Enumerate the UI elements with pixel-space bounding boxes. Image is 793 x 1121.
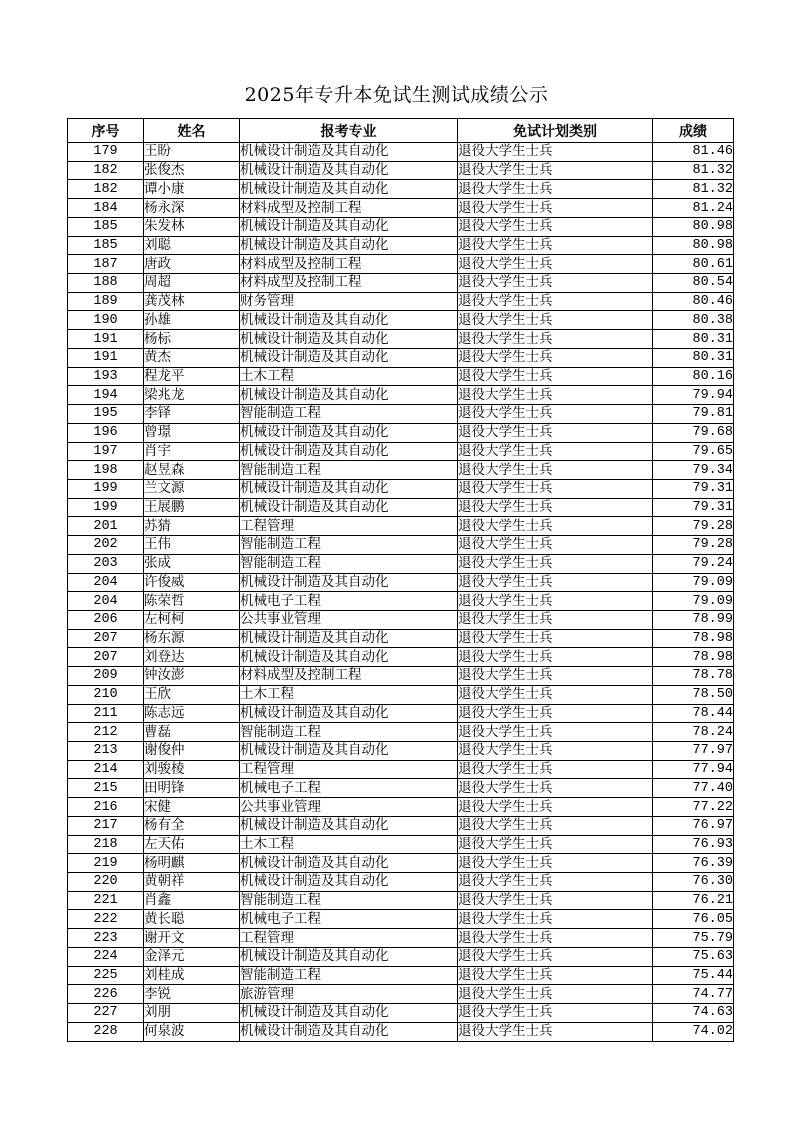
cell-rank: 219 <box>68 854 144 873</box>
table-row <box>68 685 734 704</box>
table-row <box>68 985 734 1004</box>
cell-category: 退役大学生士兵 <box>458 667 653 686</box>
table-row <box>68 479 734 498</box>
cell-score: 79.31 <box>653 498 734 517</box>
cell-rank: 209 <box>68 667 144 686</box>
cell-major: 机械电子工程 <box>240 592 458 611</box>
cell-category: 退役大学生士兵 <box>458 966 653 985</box>
cell-rank: 184 <box>68 199 144 218</box>
cell-name: 杨永深 <box>144 199 240 218</box>
cell-score: 76.97 <box>653 816 734 835</box>
cell-rank: 215 <box>68 779 144 798</box>
cell-category: 退役大学生士兵 <box>458 929 653 948</box>
cell-category: 退役大学生士兵 <box>458 236 653 255</box>
table-row <box>68 573 734 592</box>
cell-name: 龚茂林 <box>144 292 240 311</box>
cell-category: 退役大学生士兵 <box>458 610 653 629</box>
page-title: 2025年专升本免试生测试成绩公示 <box>244 84 549 106</box>
cell-category: 退役大学生士兵 <box>458 217 653 236</box>
cell-category: 退役大学生士兵 <box>458 648 653 667</box>
column-header-name: 姓名 <box>144 119 240 143</box>
cell-name: 左天佑 <box>144 835 240 854</box>
cell-major: 材料成型及控制工程 <box>240 199 458 218</box>
table-row <box>68 873 734 892</box>
cell-rank: 185 <box>68 236 144 255</box>
table-row <box>68 610 734 629</box>
cell-rank: 182 <box>68 161 144 180</box>
cell-major: 机械设计制造及其自动化 <box>240 311 458 330</box>
cell-rank: 214 <box>68 760 144 779</box>
cell-category: 退役大学生士兵 <box>458 311 653 330</box>
column-header-category: 免试计划类别 <box>458 119 653 143</box>
cell-category: 退役大学生士兵 <box>458 461 653 480</box>
results-table <box>67 118 734 1042</box>
cell-category: 退役大学生士兵 <box>458 479 653 498</box>
cell-name: 陈荣哲 <box>144 592 240 611</box>
cell-category: 退役大学生士兵 <box>458 161 653 180</box>
cell-category: 退役大学生士兵 <box>458 330 653 349</box>
cell-score: 78.50 <box>653 685 734 704</box>
cell-score: 79.81 <box>653 405 734 424</box>
cell-category: 退役大学生士兵 <box>458 442 653 461</box>
cell-category: 退役大学生士兵 <box>458 629 653 648</box>
table-row <box>68 704 734 723</box>
cell-rank: 196 <box>68 423 144 442</box>
cell-score: 80.16 <box>653 367 734 386</box>
cell-name: 赵昱森 <box>144 461 240 480</box>
table-header-row <box>68 119 734 143</box>
column-header-rank: 序号 <box>68 119 144 143</box>
cell-name: 许俊威 <box>144 573 240 592</box>
table-row <box>68 367 734 386</box>
cell-category: 退役大学生士兵 <box>458 873 653 892</box>
cell-major: 机械设计制造及其自动化 <box>240 742 458 761</box>
cell-score: 76.39 <box>653 854 734 873</box>
table-row <box>68 236 734 255</box>
cell-category: 退役大学生士兵 <box>458 274 653 293</box>
cell-score: 76.30 <box>653 873 734 892</box>
cell-rank: 202 <box>68 536 144 555</box>
cell-score: 79.31 <box>653 479 734 498</box>
cell-rank: 189 <box>68 292 144 311</box>
cell-score: 81.46 <box>653 143 734 162</box>
cell-score: 79.94 <box>653 386 734 405</box>
cell-category: 退役大学生士兵 <box>458 498 653 517</box>
cell-name: 王盼 <box>144 143 240 162</box>
cell-rank: 225 <box>68 966 144 985</box>
cell-major: 机械设计制造及其自动化 <box>240 236 458 255</box>
table-row <box>68 816 734 835</box>
cell-name: 钟汝澎 <box>144 667 240 686</box>
cell-score: 77.97 <box>653 742 734 761</box>
cell-rank: 213 <box>68 742 144 761</box>
cell-rank: 223 <box>68 929 144 948</box>
cell-score: 79.65 <box>653 442 734 461</box>
cell-category: 退役大学生士兵 <box>458 386 653 405</box>
cell-name: 王欣 <box>144 685 240 704</box>
cell-category: 退役大学生士兵 <box>458 723 653 742</box>
cell-rank: 191 <box>68 348 144 367</box>
cell-rank: 199 <box>68 498 144 517</box>
cell-name: 周超 <box>144 274 240 293</box>
cell-name: 黄朝祥 <box>144 873 240 892</box>
cell-major: 智能制造工程 <box>240 966 458 985</box>
cell-category: 退役大学生士兵 <box>458 985 653 1004</box>
cell-rank: 199 <box>68 479 144 498</box>
cell-score: 79.09 <box>653 592 734 611</box>
cell-major: 智能制造工程 <box>240 891 458 910</box>
cell-major: 机械设计制造及其自动化 <box>240 704 458 723</box>
table-row <box>68 835 734 854</box>
cell-category: 退役大学生士兵 <box>458 891 653 910</box>
cell-rank: 206 <box>68 610 144 629</box>
cell-name: 黄杰 <box>144 348 240 367</box>
cell-rank: 221 <box>68 891 144 910</box>
cell-major: 机械设计制造及其自动化 <box>240 1004 458 1023</box>
cell-category: 退役大学生士兵 <box>458 367 653 386</box>
cell-name: 曹磊 <box>144 723 240 742</box>
cell-rank: 218 <box>68 835 144 854</box>
cell-rank: 228 <box>68 1022 144 1041</box>
cell-major: 智能制造工程 <box>240 536 458 555</box>
table-row <box>68 742 734 761</box>
cell-category: 退役大学生士兵 <box>458 348 653 367</box>
cell-category: 退役大学生士兵 <box>458 779 653 798</box>
cell-category: 退役大学生士兵 <box>458 742 653 761</box>
cell-name: 王展鹏 <box>144 498 240 517</box>
table-row <box>68 274 734 293</box>
cell-score: 79.68 <box>653 423 734 442</box>
cell-score: 79.34 <box>653 461 734 480</box>
cell-major: 土木工程 <box>240 835 458 854</box>
table-row <box>68 629 734 648</box>
cell-name: 兰文源 <box>144 479 240 498</box>
cell-name: 刘桂成 <box>144 966 240 985</box>
cell-major: 智能制造工程 <box>240 554 458 573</box>
cell-major: 土木工程 <box>240 367 458 386</box>
cell-category: 退役大学生士兵 <box>458 910 653 929</box>
table-row <box>68 461 734 480</box>
cell-name: 李锐 <box>144 985 240 1004</box>
table-row <box>68 798 734 817</box>
cell-name: 谢俊仲 <box>144 742 240 761</box>
cell-category: 退役大学生士兵 <box>458 592 653 611</box>
cell-score: 80.31 <box>653 330 734 349</box>
table-row <box>68 517 734 536</box>
table-row <box>68 199 734 218</box>
table-row <box>68 217 734 236</box>
cell-major: 材料成型及控制工程 <box>240 255 458 274</box>
cell-score: 79.09 <box>653 573 734 592</box>
cell-category: 退役大学生士兵 <box>458 947 653 966</box>
cell-score: 78.98 <box>653 648 734 667</box>
cell-rank: 179 <box>68 143 144 162</box>
cell-name: 肖宇 <box>144 442 240 461</box>
cell-category: 退役大学生士兵 <box>458 405 653 424</box>
cell-score: 78.78 <box>653 667 734 686</box>
cell-major: 机械设计制造及其自动化 <box>240 648 458 667</box>
table-row <box>68 1004 734 1023</box>
cell-category: 退役大学生士兵 <box>458 554 653 573</box>
table-row <box>68 536 734 555</box>
cell-major: 机械设计制造及其自动化 <box>240 348 458 367</box>
cell-name: 刘朋 <box>144 1004 240 1023</box>
cell-major: 机械电子工程 <box>240 910 458 929</box>
cell-name: 杨有全 <box>144 816 240 835</box>
table-row <box>68 348 734 367</box>
cell-rank: 195 <box>68 405 144 424</box>
cell-major: 机械设计制造及其自动化 <box>240 498 458 517</box>
table-row <box>68 966 734 985</box>
cell-name: 张成 <box>144 554 240 573</box>
cell-name: 梁兆龙 <box>144 386 240 405</box>
cell-major: 机械电子工程 <box>240 779 458 798</box>
cell-name: 肖鑫 <box>144 891 240 910</box>
cell-name: 杨标 <box>144 330 240 349</box>
cell-rank: 191 <box>68 330 144 349</box>
cell-category: 退役大学生士兵 <box>458 423 653 442</box>
cell-name: 左柯柯 <box>144 610 240 629</box>
table-row <box>68 405 734 424</box>
cell-category: 退役大学生士兵 <box>458 573 653 592</box>
cell-category: 退役大学生士兵 <box>458 536 653 555</box>
cell-name: 张俊杰 <box>144 161 240 180</box>
cell-name: 苏猜 <box>144 517 240 536</box>
cell-major: 公共事业管理 <box>240 798 458 817</box>
table-row <box>68 143 734 162</box>
cell-name: 程龙平 <box>144 367 240 386</box>
cell-score: 80.38 <box>653 311 734 330</box>
cell-major: 土木工程 <box>240 685 458 704</box>
cell-major: 材料成型及控制工程 <box>240 274 458 293</box>
cell-major: 智能制造工程 <box>240 461 458 480</box>
cell-major: 财务管理 <box>240 292 458 311</box>
cell-rank: 222 <box>68 910 144 929</box>
table-body <box>68 143 734 1042</box>
cell-name: 黄长聪 <box>144 910 240 929</box>
cell-category: 退役大学生士兵 <box>458 1022 653 1041</box>
cell-score: 78.44 <box>653 704 734 723</box>
cell-rank: 193 <box>68 367 144 386</box>
cell-major: 机械设计制造及其自动化 <box>240 854 458 873</box>
table-row <box>68 255 734 274</box>
cell-score: 78.99 <box>653 610 734 629</box>
cell-rank: 224 <box>68 947 144 966</box>
cell-rank: 216 <box>68 798 144 817</box>
table-row <box>68 779 734 798</box>
cell-score: 74.02 <box>653 1022 734 1041</box>
cell-score: 79.24 <box>653 554 734 573</box>
table-row <box>68 161 734 180</box>
column-header-score: 成绩 <box>653 119 734 143</box>
cell-rank: 194 <box>68 386 144 405</box>
cell-score: 79.28 <box>653 536 734 555</box>
cell-name: 宋健 <box>144 798 240 817</box>
cell-rank: 212 <box>68 723 144 742</box>
table-row <box>68 292 734 311</box>
cell-category: 退役大学生士兵 <box>458 180 653 199</box>
cell-name: 谭小康 <box>144 180 240 199</box>
cell-rank: 226 <box>68 985 144 1004</box>
cell-category: 退役大学生士兵 <box>458 798 653 817</box>
table-row <box>68 442 734 461</box>
cell-score: 80.54 <box>653 274 734 293</box>
cell-score: 74.77 <box>653 985 734 1004</box>
cell-name: 杨东源 <box>144 629 240 648</box>
cell-major: 机械设计制造及其自动化 <box>240 1022 458 1041</box>
cell-category: 退役大学生士兵 <box>458 760 653 779</box>
table-row <box>68 386 734 405</box>
cell-rank: 210 <box>68 685 144 704</box>
cell-score: 75.79 <box>653 929 734 948</box>
table-row <box>68 891 734 910</box>
cell-name: 田明锋 <box>144 779 240 798</box>
table-row <box>68 1022 734 1041</box>
cell-major: 工程管理 <box>240 760 458 779</box>
cell-major: 公共事业管理 <box>240 610 458 629</box>
cell-major: 机械设计制造及其自动化 <box>240 423 458 442</box>
cell-major: 机械设计制造及其自动化 <box>240 629 458 648</box>
cell-score: 80.61 <box>653 255 734 274</box>
cell-name: 孙雄 <box>144 311 240 330</box>
cell-rank: 182 <box>68 180 144 199</box>
cell-name: 刘登达 <box>144 648 240 667</box>
cell-score: 75.63 <box>653 947 734 966</box>
cell-score: 75.44 <box>653 966 734 985</box>
table-row <box>68 330 734 349</box>
table-row <box>68 648 734 667</box>
cell-rank: 207 <box>68 629 144 648</box>
cell-rank: 203 <box>68 554 144 573</box>
cell-rank: 198 <box>68 461 144 480</box>
cell-major: 机械设计制造及其自动化 <box>240 442 458 461</box>
cell-major: 机械设计制造及其自动化 <box>240 816 458 835</box>
cell-major: 机械设计制造及其自动化 <box>240 573 458 592</box>
cell-name: 李铎 <box>144 405 240 424</box>
cell-category: 退役大学生士兵 <box>458 835 653 854</box>
cell-score: 76.21 <box>653 891 734 910</box>
cell-category: 退役大学生士兵 <box>458 1004 653 1023</box>
cell-rank: 227 <box>68 1004 144 1023</box>
cell-category: 退役大学生士兵 <box>458 854 653 873</box>
cell-rank: 201 <box>68 517 144 536</box>
cell-major: 旅游管理 <box>240 985 458 1004</box>
cell-rank: 204 <box>68 573 144 592</box>
cell-major: 工程管理 <box>240 517 458 536</box>
cell-major: 材料成型及控制工程 <box>240 667 458 686</box>
table-row <box>68 723 734 742</box>
cell-name: 曾璟 <box>144 423 240 442</box>
table-row <box>68 910 734 929</box>
cell-score: 80.46 <box>653 292 734 311</box>
cell-category: 退役大学生士兵 <box>458 517 653 536</box>
cell-score: 77.22 <box>653 798 734 817</box>
cell-rank: 185 <box>68 217 144 236</box>
cell-rank: 207 <box>68 648 144 667</box>
table-row <box>68 947 734 966</box>
cell-major: 机械设计制造及其自动化 <box>240 180 458 199</box>
cell-major: 机械设计制造及其自动化 <box>240 479 458 498</box>
cell-name: 王伟 <box>144 536 240 555</box>
table-row <box>68 554 734 573</box>
table-row <box>68 929 734 948</box>
cell-category: 退役大学生士兵 <box>458 292 653 311</box>
cell-name: 何泉波 <box>144 1022 240 1041</box>
cell-rank: 211 <box>68 704 144 723</box>
cell-score: 78.98 <box>653 629 734 648</box>
cell-name: 金泽元 <box>144 947 240 966</box>
cell-rank: 220 <box>68 873 144 892</box>
cell-major: 机械设计制造及其自动化 <box>240 330 458 349</box>
cell-score: 81.32 <box>653 180 734 199</box>
cell-score: 78.24 <box>653 723 734 742</box>
cell-rank: 188 <box>68 274 144 293</box>
cell-category: 退役大学生士兵 <box>458 143 653 162</box>
cell-score: 76.05 <box>653 910 734 929</box>
cell-category: 退役大学生士兵 <box>458 255 653 274</box>
cell-major: 工程管理 <box>240 929 458 948</box>
cell-major: 机械设计制造及其自动化 <box>240 947 458 966</box>
cell-major: 机械设计制造及其自动化 <box>240 161 458 180</box>
table-row <box>68 180 734 199</box>
cell-major: 机械设计制造及其自动化 <box>240 386 458 405</box>
cell-name: 刘聪 <box>144 236 240 255</box>
cell-score: 80.98 <box>653 217 734 236</box>
table-row <box>68 760 734 779</box>
cell-major: 智能制造工程 <box>240 723 458 742</box>
table-row <box>68 592 734 611</box>
cell-score: 77.94 <box>653 760 734 779</box>
cell-category: 退役大学生士兵 <box>458 685 653 704</box>
table-row <box>68 423 734 442</box>
cell-major: 机械设计制造及其自动化 <box>240 217 458 236</box>
cell-name: 朱发林 <box>144 217 240 236</box>
cell-category: 退役大学生士兵 <box>458 704 653 723</box>
table-row <box>68 854 734 873</box>
cell-category: 退役大学生士兵 <box>458 816 653 835</box>
cell-rank: 197 <box>68 442 144 461</box>
cell-rank: 187 <box>68 255 144 274</box>
cell-name: 杨明麒 <box>144 854 240 873</box>
cell-name: 刘骏棱 <box>144 760 240 779</box>
cell-score: 80.98 <box>653 236 734 255</box>
cell-score: 79.28 <box>653 517 734 536</box>
column-header-major: 报考专业 <box>240 119 458 143</box>
cell-major: 机械设计制造及其自动化 <box>240 873 458 892</box>
cell-name: 陈志远 <box>144 704 240 723</box>
cell-category: 退役大学生士兵 <box>458 199 653 218</box>
cell-score: 77.40 <box>653 779 734 798</box>
cell-rank: 217 <box>68 816 144 835</box>
cell-score: 80.31 <box>653 348 734 367</box>
cell-score: 81.24 <box>653 199 734 218</box>
cell-score: 76.93 <box>653 835 734 854</box>
cell-score: 81.32 <box>653 161 734 180</box>
table-row <box>68 311 734 330</box>
cell-name: 唐政 <box>144 255 240 274</box>
cell-name: 谢开文 <box>144 929 240 948</box>
cell-major: 智能制造工程 <box>240 405 458 424</box>
cell-rank: 190 <box>68 311 144 330</box>
table-row <box>68 498 734 517</box>
table-row <box>68 667 734 686</box>
cell-rank: 204 <box>68 592 144 611</box>
cell-score: 74.63 <box>653 1004 734 1023</box>
cell-major: 机械设计制造及其自动化 <box>240 143 458 162</box>
